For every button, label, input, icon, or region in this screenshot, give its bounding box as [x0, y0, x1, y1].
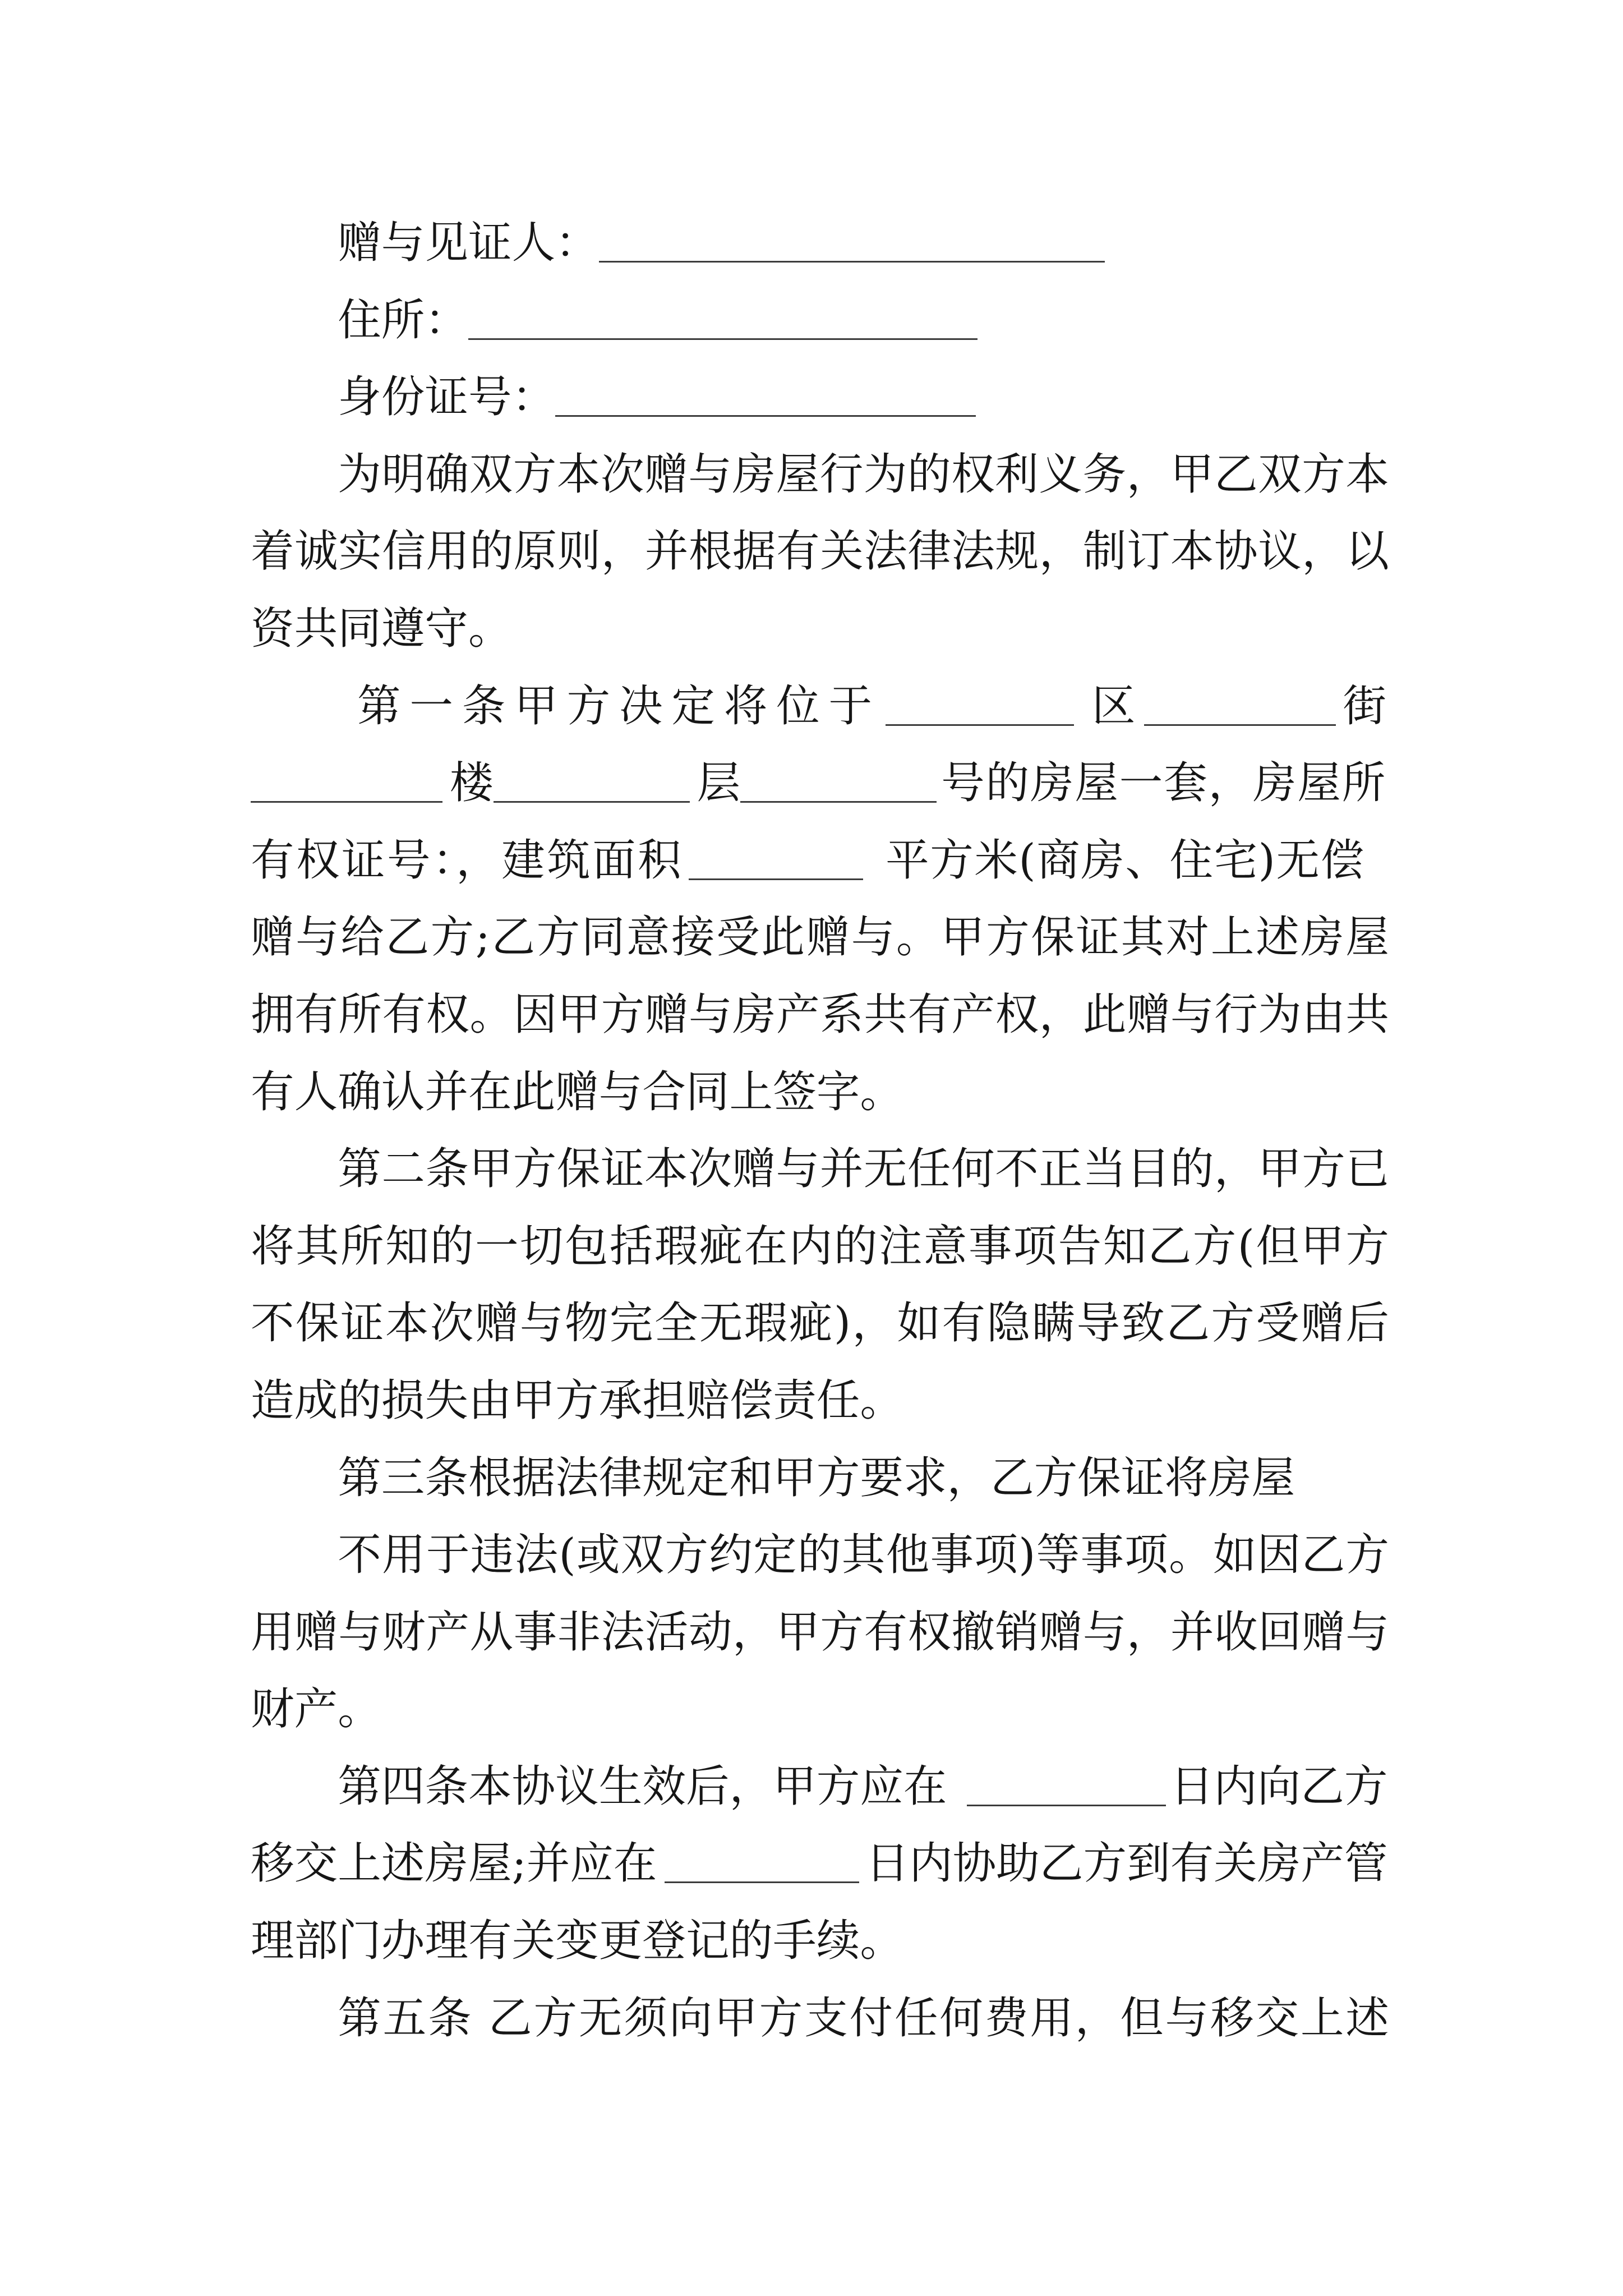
witness-id-line [251, 359, 1389, 436]
line-text: 平方米(商房、住宅)无偿 [886, 835, 1365, 886]
article-2-line: 不保证本次赠与物完全无瑕疵)，如有隐瞒导致乙方受赠后 [251, 1298, 1389, 1349]
witness-id-blank [555, 359, 976, 417]
article-2-line: 造成的损失由甲方承担赔偿责任。 [251, 1375, 903, 1426]
article-4-line: 理部门办理有关变更登记的手续。 [251, 1916, 903, 1967]
article-3-line: 第三条根据法律规定和甲方要求，乙方保证将房屋 [338, 1452, 1295, 1503]
line-text: 移交上述房屋;并应在 [251, 1838, 657, 1889]
article-3-line: 财产。 [251, 1684, 381, 1735]
document-body [251, 205, 1395, 2057]
article-3-line: 不用于违法(或双方约定的其他事项)等事项。如因乙方 [338, 1530, 1389, 1581]
article-2-line: 第二条甲方保证本次赠与并无任何不正当目的，甲方已 [338, 1144, 1389, 1195]
registration-days-blank [665, 1825, 859, 1883]
line-text: 街 [1343, 680, 1395, 731]
street-blank [1144, 668, 1336, 726]
article-1-line [251, 668, 1395, 746]
article-4-line [251, 1749, 1389, 1826]
line-text: 层 [697, 758, 741, 809]
witness-id-label: 身份证号： [338, 372, 556, 423]
room-number-blank [740, 745, 937, 803]
witness-name-blank [599, 205, 1105, 263]
article-5-line: 第五条 乙方无须向甲方支付任何费用，但与移交上述 [338, 1993, 1389, 2044]
preamble-line: 资共同遵守。 [251, 603, 512, 654]
line-text: 日内协助乙方到有关房产管 [865, 1838, 1388, 1889]
handover-days-blank [967, 1749, 1166, 1806]
article-1-line [251, 822, 1389, 900]
article-2-line: 将其所知的一切包括瑕疵在内的注意事项告知乙方(但甲方 [251, 1221, 1389, 1272]
preamble-line: 着诚实信用的原则，并根据有关法律法规，制订本协议，以 [251, 526, 1389, 577]
article-1-line [251, 745, 1389, 822]
witness-name-label: 赠与见证人： [338, 218, 599, 268]
building-blank [251, 745, 442, 803]
line-text: 日内向乙方 [1170, 1761, 1388, 1812]
line-text: 号的房屋一套，房屋所 [941, 758, 1387, 809]
witness-address-blank [468, 282, 978, 340]
line-text: 第一条甲方决定将位于 [357, 680, 881, 731]
floor-blank [494, 745, 690, 803]
line-text: 区 [1091, 680, 1145, 731]
line-text: 第四条本协议生效后，甲方应在 [338, 1761, 947, 1812]
article-1-line: 有人确认并在此赠与合同上签字。 [251, 1066, 903, 1117]
witness-name-line [251, 205, 1389, 282]
floor-area-blank [689, 822, 863, 880]
district-blank [886, 668, 1074, 726]
article-1-line: 拥有所有权。因甲方赠与房产系共有产权，此赠与行为由共 [251, 989, 1389, 1040]
witness-address-line [251, 282, 1389, 360]
article-3-line: 用赠与财产从事非法活动，甲方有权撤销赠与，并收回赠与 [251, 1607, 1389, 1658]
article-4-line [251, 1825, 1389, 1903]
preamble-line: 为明确双方本次赠与房屋行为的权利义务，甲乙双方本 [338, 449, 1389, 500]
witness-address-label: 住所： [338, 295, 468, 346]
article-1-line: 赠与给乙方;乙方同意接受此赠与。甲方保证其对上述房屋 [251, 912, 1389, 963]
line-text: 有权证号：，建筑面积 [251, 835, 684, 886]
line-text: 楼 [450, 758, 494, 809]
